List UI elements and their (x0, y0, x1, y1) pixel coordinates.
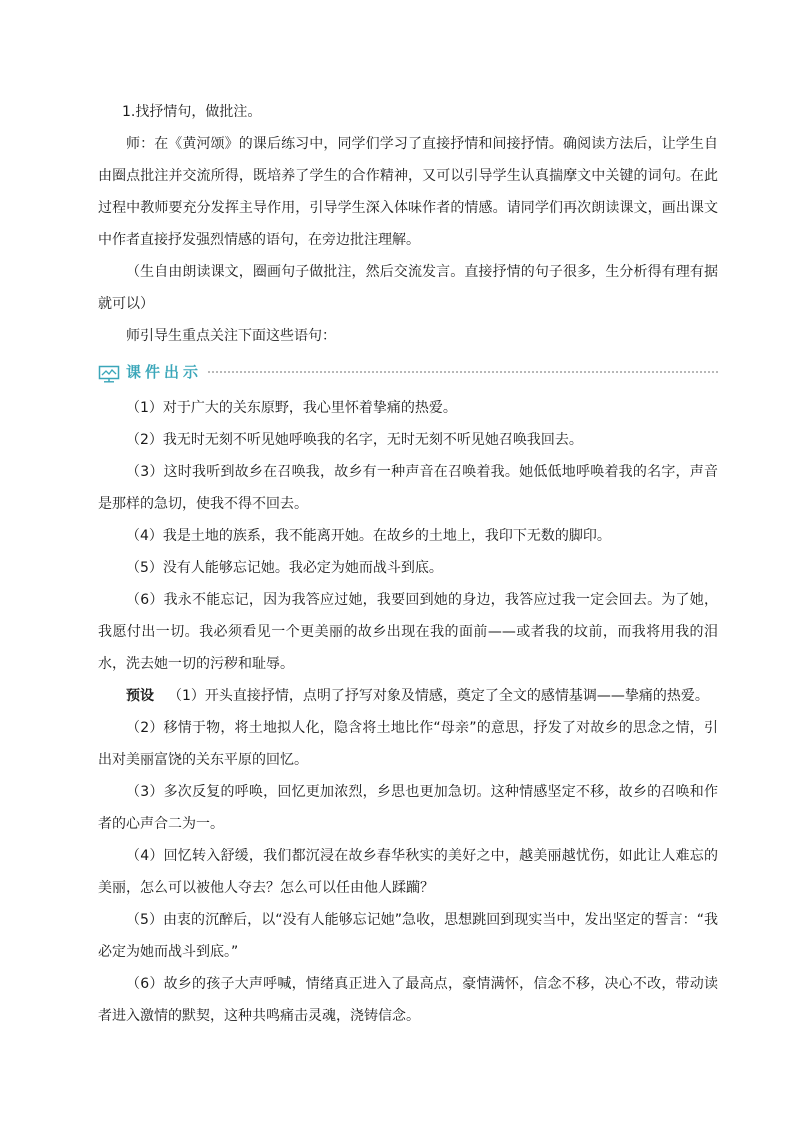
sentence-item: （1）对于广大的关东原野，我心里怀着挚痛的热爱。 (126, 400, 457, 416)
courseware-banner (98, 352, 718, 392)
banner-title: 课件出示 (126, 363, 203, 381)
preset-answer-first (98, 680, 718, 712)
sentence-item: （3）这时我听到故乡在召唤我，故乡有一种声音在召唤着我。她低低地呼唤着我的名字，声音是那样的急切，使我不得不回去。 (98, 464, 718, 512)
sentence-item: （6）我永不能忘记，因为我答应过她，我要回到她的身边，我答应过我一定会回去。为了她，我愿付出一切。我必须看见一个更美丽的故乡出现在我的面前——或者我的坟前，而我将用我的泪水，洗去她一切的污秽和耻辱。 (98, 592, 718, 672)
sentence-item: （2）我无时无刻不听见她呼唤我的名字，无时无刻不听见她召唤我回去。 (126, 432, 583, 448)
preset-answer: （5）由衷的沉醉后，以“没有人能够忘记她”急收，思想跳回到现实当中，发出坚定的誓言：“我必定为她而战斗到底。” (98, 912, 718, 960)
preset-text: （1）开头直接抒情，点明了抒写对象及情感，奠定了全文的感情基调——挚痛的热爱。 (168, 688, 709, 704)
preset-answer: （3）多次反复的呼唤，回忆更加浓烈，乡思也更加急切。这种情感坚定不移，故乡的召唤和作者的心声合二为一。 (98, 784, 718, 832)
document-body (98, 96, 718, 1032)
slideshow-icon (98, 363, 120, 381)
sentence-item: （5）没有人能够忘记她。我必定为她而战斗到底。 (126, 560, 443, 576)
task-heading: 1.找抒情句，做批注。 (122, 104, 262, 120)
sentence-item: （4）我是土地的族系，我不能离开她。在故乡的土地上，我印下无数的脚印。 (126, 528, 611, 544)
preset-label: 预设 (126, 688, 154, 704)
preset-answer: （2）移情于物，将土地拟人化，隐含将土地比作“母亲”的意思，抒发了对故乡的思念之情，引出对美丽富饶的关东平原的回忆。 (98, 720, 718, 768)
activity-note: （生自由朗读课文，圈画句子做批注，然后交流发言。直接抒情的句子很多，生分析得有理有据就可以） (98, 264, 718, 312)
preset-answer: （4）回忆转入舒缓，我们都沉浸在故乡春华秋实的美好之中，越美丽越忧伤，如此让人难忘的美丽，怎么可以被他人夺去？怎么可以任由他人蹂躏？ (98, 848, 718, 896)
teacher-intro: 师：在《黄河颂》的课后练习中，同学们学习了直接抒情和间接抒情。确阅读方法后，让学生自由圈点批注并交流所得，既培养了学生的合作精神，又可以引导学生认真揣摩文中关键的词句。在此过程中教师要充分发挥主导作用，引导学生深入体味作者的情感。请同学们再次朗读课文，画出课文中作者直接抒发强烈情感的语句，在旁边批注理解。 (98, 136, 718, 248)
preset-answer: （6）故乡的孩子大声呼喊，情绪真正进入了最高点，豪情满怀，信念不移，决心不改，带动读者进入激情的默契，这种共鸣痛击灵魂，浇铸信念。 (98, 976, 718, 1024)
banner-divider (208, 371, 718, 373)
teacher-guide: 师引导生重点关注下面这些语句： (126, 328, 336, 344)
